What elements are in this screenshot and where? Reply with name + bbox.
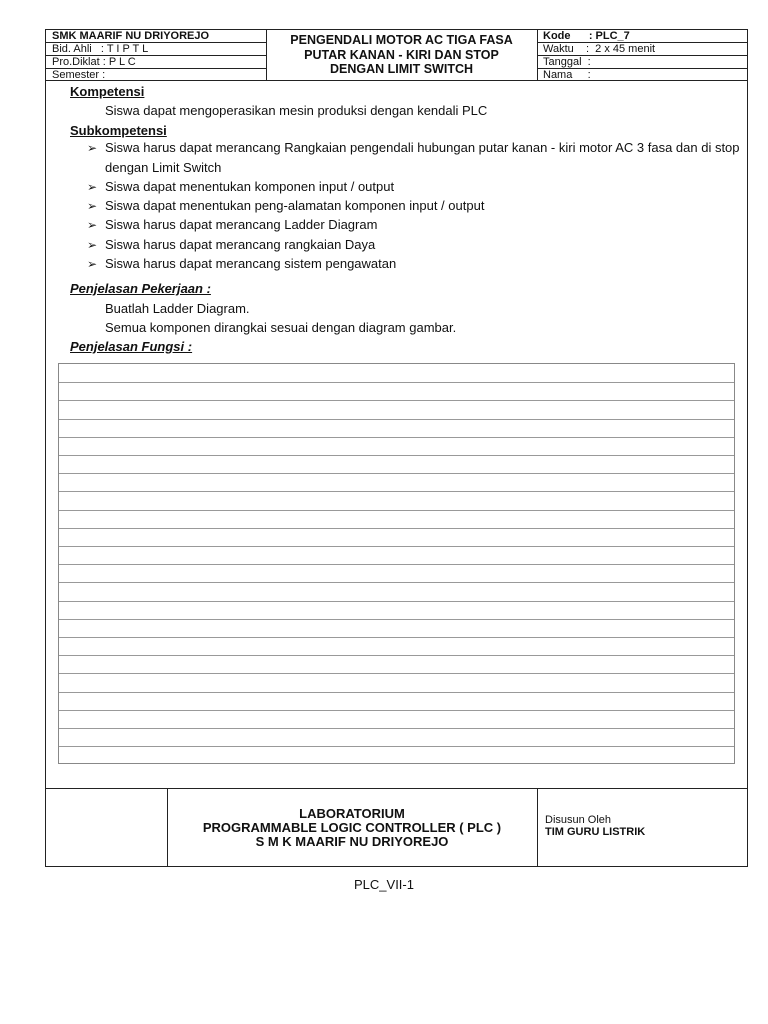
pekerjaan-line-1: Buatlah Ladder Diagram. [105, 301, 250, 316]
arrow-bullet-icon: ➢ [87, 141, 98, 155]
arrow-bullet-icon: ➢ [87, 199, 98, 213]
ruled-line [59, 546, 734, 547]
arrow-bullet-icon: ➢ [87, 218, 98, 232]
disusun-label: Disusun Oleh [545, 814, 612, 826]
pro-diklat: Pro.Diklat : P L C [46, 56, 266, 69]
ruled-line [59, 528, 734, 529]
document-title [266, 30, 537, 77]
list-item-text: Siswa harus dapat merancang Rangkaian pengendali hubungan putar kanan - kiri motor AC 3 fasa dan di stop dengan Limit Switch [105, 140, 740, 175]
ruled-line [59, 400, 734, 401]
list-item-text: Siswa dapat menentukan peng-alamatan komponen input / output [105, 198, 485, 213]
lab-line-1: LABORATORIUM [299, 806, 405, 821]
kompetensi-text: Siswa dapat mengoperasikan mesin produksi dengan kendali PLC [105, 103, 488, 118]
arrow-bullet-icon: ➢ [87, 238, 98, 252]
header-left-cell [46, 30, 267, 80]
pekerjaan-line-2: Semua komponen dirangkai sesuai dengan diagram gambar. [105, 320, 457, 335]
list-item-text: Siswa harus dapat merancang Ladder Diagram [105, 217, 378, 232]
tanggal-field: Tanggal : [537, 56, 747, 69]
disusun-by: TIM GURU LISTRIK [545, 826, 646, 838]
footer-logo-cell [46, 789, 168, 867]
ruled-line [59, 473, 734, 474]
ruled-line [59, 746, 734, 747]
waktu-field: Waktu : 2 x 45 menit [537, 43, 747, 56]
ruled-line [59, 419, 734, 420]
lab-line-2: PROGRAMMABLE LOGIC CONTROLLER ( PLC ) [202, 820, 502, 835]
ruled-line [59, 491, 734, 492]
ruled-line [59, 710, 734, 711]
penjelasan-pekerjaan-heading: Penjelasan Pekerjaan : [70, 281, 211, 296]
header-right-cell [537, 30, 747, 80]
ruled-line [59, 455, 734, 456]
arrow-bullet-icon: ➢ [87, 180, 98, 194]
list-item-text: Siswa dapat menentukan komponen input / output [105, 179, 395, 194]
ruled-line [59, 692, 734, 693]
arrow-bullet-icon: ➢ [87, 257, 98, 271]
bid-ahli: Bid. Ahli : T I P T L [46, 43, 266, 56]
title-line-3: DENGAN LIMIT SWITCH [329, 62, 474, 76]
ruled-line [59, 673, 734, 674]
page-number: PLC_VII-1 [354, 877, 414, 892]
title-line-2: PUTAR KANAN - KIRI DAN STOP [304, 47, 499, 62]
ruled-line [59, 582, 734, 583]
ruled-line [59, 510, 734, 511]
ruled-line [59, 601, 734, 602]
title-line-1: PENGENDALI MOTOR AC TIGA FASA [290, 33, 513, 47]
semester: Semester : [52, 69, 106, 81]
school-name: SMK MAARIF NU DRIYOREJO [46, 30, 266, 43]
nama-field: Nama : [543, 69, 591, 81]
ruled-line [59, 728, 734, 729]
lab-line-3: S M K MAARIF NU DRIYOREJO [255, 834, 449, 849]
ruled-line [59, 437, 734, 438]
list-item-text: Siswa harus dapat merancang rangkaian Daya [105, 237, 376, 252]
list-item-text: Siswa harus dapat merancang sistem pengawatan [105, 256, 397, 271]
footer-author-cell [537, 789, 747, 867]
ruled-line [59, 655, 734, 656]
writing-lines-box[interactable] [58, 363, 735, 764]
kompetensi-heading: Kompetensi [70, 84, 145, 99]
ruled-line [59, 637, 734, 638]
header-table [46, 30, 747, 81]
kode-field: Kode : PLC_7 [537, 30, 747, 43]
ruled-line [59, 382, 734, 383]
ruled-line [59, 564, 734, 565]
ruled-line [59, 619, 734, 620]
footer-table [46, 788, 747, 867]
footer-lab-cell [167, 789, 538, 867]
worksheet [45, 29, 748, 867]
header-title-cell [266, 30, 538, 80]
subkompetensi-heading: Subkompetensi [70, 123, 167, 138]
penjelasan-fungsi-heading: Penjelasan Fungsi : [70, 339, 193, 354]
